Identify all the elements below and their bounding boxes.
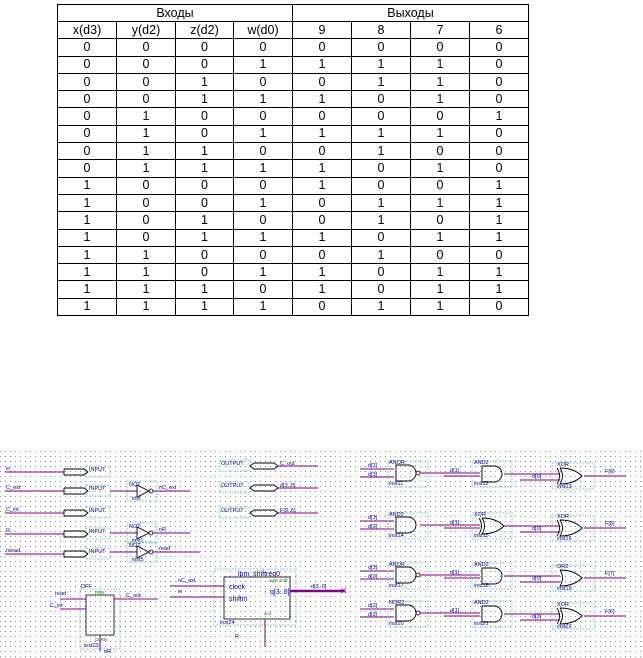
table-cell: 1 xyxy=(411,91,470,108)
table-cell: 1 xyxy=(470,177,529,194)
dff-net-cint: C_int xyxy=(50,603,63,609)
table-cell: 0 xyxy=(470,73,529,90)
table-row xyxy=(58,298,529,315)
table-row xyxy=(58,264,529,281)
table-cell: 0 xyxy=(411,108,470,125)
mid-net-0: d[1] xyxy=(450,468,460,474)
mid-net-3: d[1] xyxy=(450,608,460,614)
table-row xyxy=(58,108,529,125)
table-cell: 1 xyxy=(176,160,234,177)
table-cell: 0 xyxy=(234,177,293,194)
table-cell: 1 xyxy=(352,56,411,73)
output-kind-label: OUTPUT xyxy=(221,483,244,489)
table-cell: 1 xyxy=(411,194,470,211)
table-cell: 0 xyxy=(411,39,470,56)
input-kind-label: INPUT xyxy=(89,508,106,514)
table-cell: 1 xyxy=(293,281,352,298)
header-x: x(d3) xyxy=(58,22,117,39)
table-cell: 1 xyxy=(234,56,293,73)
table-cell: 1 xyxy=(470,281,529,298)
table-cell: 0 xyxy=(176,194,234,211)
logic-in2-0: d[3] xyxy=(368,472,378,478)
logic-in2-2: d[2] xyxy=(368,574,378,580)
logic-out-2: F[7] xyxy=(605,571,615,577)
logic-out-3: F[6] xyxy=(605,609,615,615)
table-cell: 1 xyxy=(176,73,234,90)
gate2-label-1: XOR xyxy=(474,512,486,518)
table-cell: 1 xyxy=(176,143,234,160)
input-name-0: in xyxy=(6,466,11,472)
table-cell: 1 xyxy=(470,264,529,281)
table-row xyxy=(58,125,529,142)
table-row xyxy=(58,229,529,246)
table-cell: 0 xyxy=(470,160,529,177)
table-cell: 0 xyxy=(470,125,529,142)
gate3-inst-0: inst13 xyxy=(557,484,572,490)
table-cell: 0 xyxy=(176,264,234,281)
not-net-label-1: nR xyxy=(159,527,167,533)
gate3-label-0: XOR xyxy=(557,462,569,468)
table-cell: 0 xyxy=(117,177,176,194)
dff-prn-label: PRN xyxy=(95,590,105,595)
table-cell: 1 xyxy=(117,246,176,263)
table-cell: 1 xyxy=(234,264,293,281)
x-in-net-0: d[0] xyxy=(532,474,542,480)
table-cell: 0 xyxy=(58,56,117,73)
shift-net-in: in xyxy=(178,589,183,595)
logic-in1-3: d[2] xyxy=(368,603,378,609)
gate3-label-1: XOR xyxy=(557,514,569,520)
gate3-inst-2: inst19 xyxy=(557,586,572,592)
table-cell: 1 xyxy=(411,298,470,315)
table-cell: 0 xyxy=(470,298,529,315)
truth-table-body xyxy=(58,39,529,316)
gate3-label-3: XOR xyxy=(557,602,569,608)
logic-in1-0: d[2] xyxy=(368,463,378,469)
gate3-label-2: OR2 xyxy=(557,564,569,570)
dff-inst-label: inst23 xyxy=(84,643,99,649)
table-cell: 1 xyxy=(176,212,234,229)
table-cell: 0 xyxy=(470,143,529,160)
table-cell: 0 xyxy=(352,160,411,177)
table-cell: 0 xyxy=(117,194,176,211)
table-row xyxy=(58,73,529,90)
shiftreg-q-pin: q[3..0] xyxy=(270,589,290,596)
table-cell: 0 xyxy=(234,281,293,298)
table-cell: 1 xyxy=(411,160,470,177)
table-cell: 0 xyxy=(234,39,293,56)
table-cell: 0 xyxy=(234,212,293,229)
not-inst-label-0: inst xyxy=(132,496,141,502)
input-name-3: R xyxy=(6,528,10,534)
table-cell: 0 xyxy=(293,298,352,315)
not-net-label-2: read xyxy=(159,546,171,552)
logic-out-1: F[8] xyxy=(605,521,615,527)
table-cell: 1 xyxy=(58,229,117,246)
table-cell: 0 xyxy=(293,212,352,229)
table-cell: 1 xyxy=(234,125,293,142)
truth-table xyxy=(57,4,529,316)
table-cell: 0 xyxy=(117,91,176,108)
outputs-group-header: Выходы xyxy=(293,5,529,22)
table-cell: 1 xyxy=(293,125,352,142)
table-cell: 0 xyxy=(411,177,470,194)
output-name-0: C_out xyxy=(280,461,295,467)
table-cell: 0 xyxy=(234,246,293,263)
dff-net-cout: C_out xyxy=(126,593,141,599)
logic-in1-2: d[3] xyxy=(368,565,378,571)
table-cell: 1 xyxy=(352,194,411,211)
table-cell: 0 xyxy=(234,73,293,90)
table-cell: 0 xyxy=(352,281,411,298)
table-cell: 1 xyxy=(117,298,176,315)
table-row xyxy=(58,160,529,177)
not-net-label-0: nC_ext xyxy=(159,485,177,491)
shiftreg-aclr-pin: aclr xyxy=(264,611,272,616)
gate3-inst-3: inst22 xyxy=(557,624,572,630)
table-row xyxy=(58,281,529,298)
table-cell: 0 xyxy=(58,143,117,160)
table-cell: 1 xyxy=(176,298,234,315)
header-w: w(d0) xyxy=(234,22,293,39)
table-cell: 0 xyxy=(293,108,352,125)
output-name-2: F[9..6] xyxy=(280,508,296,514)
shift-net-d: d[3..0] xyxy=(311,584,327,590)
table-cell: 0 xyxy=(352,229,411,246)
table-cell: 0 xyxy=(234,108,293,125)
table-cell: 1 xyxy=(117,264,176,281)
input-kind-label: INPUT xyxy=(89,467,106,473)
table-cell: 0 xyxy=(117,229,176,246)
gate2-inst-3: inst21 xyxy=(474,621,489,627)
gate2-label-3: AND2 xyxy=(474,600,489,606)
table-cell: 1 xyxy=(293,56,352,73)
table-cell: 0 xyxy=(293,246,352,263)
table-cell: 0 xyxy=(58,73,117,90)
table-cell: 1 xyxy=(411,281,470,298)
mid-net-1: d[1] xyxy=(450,520,460,526)
table-cell: 0 xyxy=(411,143,470,160)
input-kind-label: INPUT xyxy=(89,549,106,555)
table-cell: 0 xyxy=(58,108,117,125)
not-inst-label-2: inst5 xyxy=(132,557,144,563)
table-cell: 0 xyxy=(352,264,411,281)
output-name-1: d[3..0] xyxy=(280,483,296,489)
gate1-label-0: ANOR xyxy=(389,460,405,466)
table-cell: 1 xyxy=(234,298,293,315)
table-cell: 1 xyxy=(234,160,293,177)
gate1-label-3: NOR2 xyxy=(389,600,405,606)
table-cell: 1 xyxy=(117,108,176,125)
gate2-label-0: AND2 xyxy=(474,460,489,466)
x-in-net-3: d[3] xyxy=(532,614,542,620)
table-cell: 1 xyxy=(293,91,352,108)
gate2-label-2: AND2 xyxy=(474,562,489,568)
table-cell: 0 xyxy=(58,160,117,177)
gate3-inst-1: inst16 xyxy=(557,536,572,542)
table-cell: 0 xyxy=(176,177,234,194)
table-cell: 0 xyxy=(470,91,529,108)
table-cell: 0 xyxy=(176,108,234,125)
dff-title: DFF xyxy=(81,584,92,590)
shiftreg-title: lpm_shiftreg0 xyxy=(238,571,281,578)
shift-net-ncext: nC_ext xyxy=(178,578,196,584)
table-cell: 1 xyxy=(58,246,117,263)
dff-clrn-label: CLRN xyxy=(95,637,108,642)
table-cell: 1 xyxy=(234,229,293,246)
shiftreg-inst: inst24 xyxy=(220,620,235,626)
table-row xyxy=(58,246,529,263)
table-cell: 0 xyxy=(352,39,411,56)
table-cell: 0 xyxy=(293,73,352,90)
logic-in2-1: d[2] xyxy=(368,524,378,530)
table-cell: 0 xyxy=(293,143,352,160)
table-cell: 1 xyxy=(411,229,470,246)
not-gate-label: NOT xyxy=(129,524,141,530)
mid-net-2: d[1] xyxy=(450,570,460,576)
table-cell: 1 xyxy=(58,264,117,281)
table-cell: 1 xyxy=(293,177,352,194)
table-cell: 1 xyxy=(411,56,470,73)
dff-net-nr: nR xyxy=(104,649,112,655)
table-row xyxy=(58,177,529,194)
header-y: y(d2) xyxy=(117,22,176,39)
table-cell: 1 xyxy=(117,125,176,142)
output-kind-label: OUTPUT xyxy=(221,461,244,467)
table-cell: 0 xyxy=(411,212,470,229)
table-cell: 1 xyxy=(352,73,411,90)
table-cell: 1 xyxy=(470,194,529,211)
group-header-row xyxy=(58,5,529,22)
table-cell: 0 xyxy=(411,246,470,263)
table-cell: 0 xyxy=(176,246,234,263)
table-cell: 1 xyxy=(117,160,176,177)
logic-in2-3: d[3] xyxy=(368,612,378,618)
table-cell: 1 xyxy=(352,298,411,315)
shift-net-r: R xyxy=(235,634,239,640)
logic-out-0: F[9] xyxy=(605,469,615,475)
gate1-inst-0: inst11 xyxy=(389,481,404,487)
table-cell: 1 xyxy=(176,281,234,298)
input-name-1: C_ext xyxy=(6,485,21,491)
gate1-inst-3: inst20 xyxy=(389,621,404,627)
table-cell: 0 xyxy=(234,143,293,160)
table-cell: 0 xyxy=(293,39,352,56)
gate2-inst-0: inst12 xyxy=(474,481,489,487)
table-cell: 1 xyxy=(411,264,470,281)
table-cell: 0 xyxy=(58,39,117,56)
dff-net-read: read xyxy=(55,591,67,597)
header-8: 8 xyxy=(352,22,411,39)
table-cell: 1 xyxy=(352,125,411,142)
column-header-row xyxy=(58,22,529,39)
not-gate-label: NOT xyxy=(129,482,141,488)
table-cell: 1 xyxy=(470,108,529,125)
input-name-4: nread xyxy=(6,548,21,554)
table-row xyxy=(58,56,529,73)
table-cell: 0 xyxy=(117,56,176,73)
x-in-net-2: d[0] xyxy=(532,576,542,582)
table-row xyxy=(58,39,529,56)
table-row xyxy=(58,91,529,108)
shiftreg-clock-pin: clock xyxy=(229,584,245,591)
header-6: 6 xyxy=(470,22,529,39)
table-cell: 0 xyxy=(293,194,352,211)
table-cell: 1 xyxy=(293,160,352,177)
table-cell: 0 xyxy=(176,56,234,73)
table-cell: 0 xyxy=(58,91,117,108)
table-row xyxy=(58,212,529,229)
not-inst-label-1: inst1 xyxy=(132,538,144,544)
table-cell: 0 xyxy=(470,39,529,56)
table-cell: 1 xyxy=(58,177,117,194)
table-cell: 1 xyxy=(58,194,117,211)
table-cell: 0 xyxy=(117,73,176,90)
table-cell: 0 xyxy=(352,91,411,108)
table-cell: 1 xyxy=(411,125,470,142)
table-cell: 1 xyxy=(470,212,529,229)
header-9: 9 xyxy=(293,22,352,39)
table-cell: 1 xyxy=(352,246,411,263)
table-cell: 1 xyxy=(234,91,293,108)
input-kind-label: INPUT xyxy=(89,486,106,492)
table-cell: 0 xyxy=(176,125,234,142)
table-row xyxy=(58,194,529,211)
table-cell: 0 xyxy=(470,56,529,73)
table-cell: 1 xyxy=(293,229,352,246)
inputs-group-header: Входы xyxy=(58,5,293,22)
table-cell: 1 xyxy=(117,143,176,160)
table-cell: 1 xyxy=(234,194,293,211)
gate1-label-1: AND2 xyxy=(389,512,404,518)
gate1-inst-1: inst14 xyxy=(389,533,404,539)
table-cell: 1 xyxy=(470,229,529,246)
table-cell: 0 xyxy=(117,39,176,56)
gate1-inst-2: inst17 xyxy=(389,583,404,589)
gate1-label-2: ANOR xyxy=(389,562,405,568)
header-7: 7 xyxy=(411,22,470,39)
schematic-diagram xyxy=(0,451,643,658)
gate2-inst-2: inst18 xyxy=(474,583,489,589)
table-cell: 1 xyxy=(352,143,411,160)
not-gate-label: NOT xyxy=(129,543,141,549)
table-cell: 1 xyxy=(293,264,352,281)
table-cell: 0 xyxy=(470,246,529,263)
table-cell: 1 xyxy=(176,229,234,246)
table-cell: 1 xyxy=(58,281,117,298)
table-cell: 0 xyxy=(176,39,234,56)
output-kind-label: OUTPUT xyxy=(221,508,244,514)
gate2-inst-1: inst15 xyxy=(474,533,489,539)
input-kind-label: INPUT xyxy=(89,529,106,535)
table-cell: 0 xyxy=(352,108,411,125)
table-row xyxy=(58,143,529,160)
table-cell: 0 xyxy=(117,212,176,229)
table-cell: 1 xyxy=(58,212,117,229)
table-cell: 1 xyxy=(58,298,117,315)
table-cell: 0 xyxy=(352,177,411,194)
shiftreg-sub: right shift xyxy=(269,578,288,583)
header-z: z(d2) xyxy=(176,22,234,39)
bus-end-marker: ✕ xyxy=(340,586,348,596)
table-cell: 1 xyxy=(176,91,234,108)
shiftreg-shiftin-pin: shiftin xyxy=(229,596,248,603)
x-in-net-1: d[0] xyxy=(532,526,542,532)
logic-in1-1: d[3] xyxy=(368,515,378,521)
table-cell: 0 xyxy=(58,125,117,142)
table-cell: 1 xyxy=(411,73,470,90)
table-cell: 1 xyxy=(352,212,411,229)
input-name-2: C_int xyxy=(6,507,19,513)
table-cell: 1 xyxy=(117,281,176,298)
